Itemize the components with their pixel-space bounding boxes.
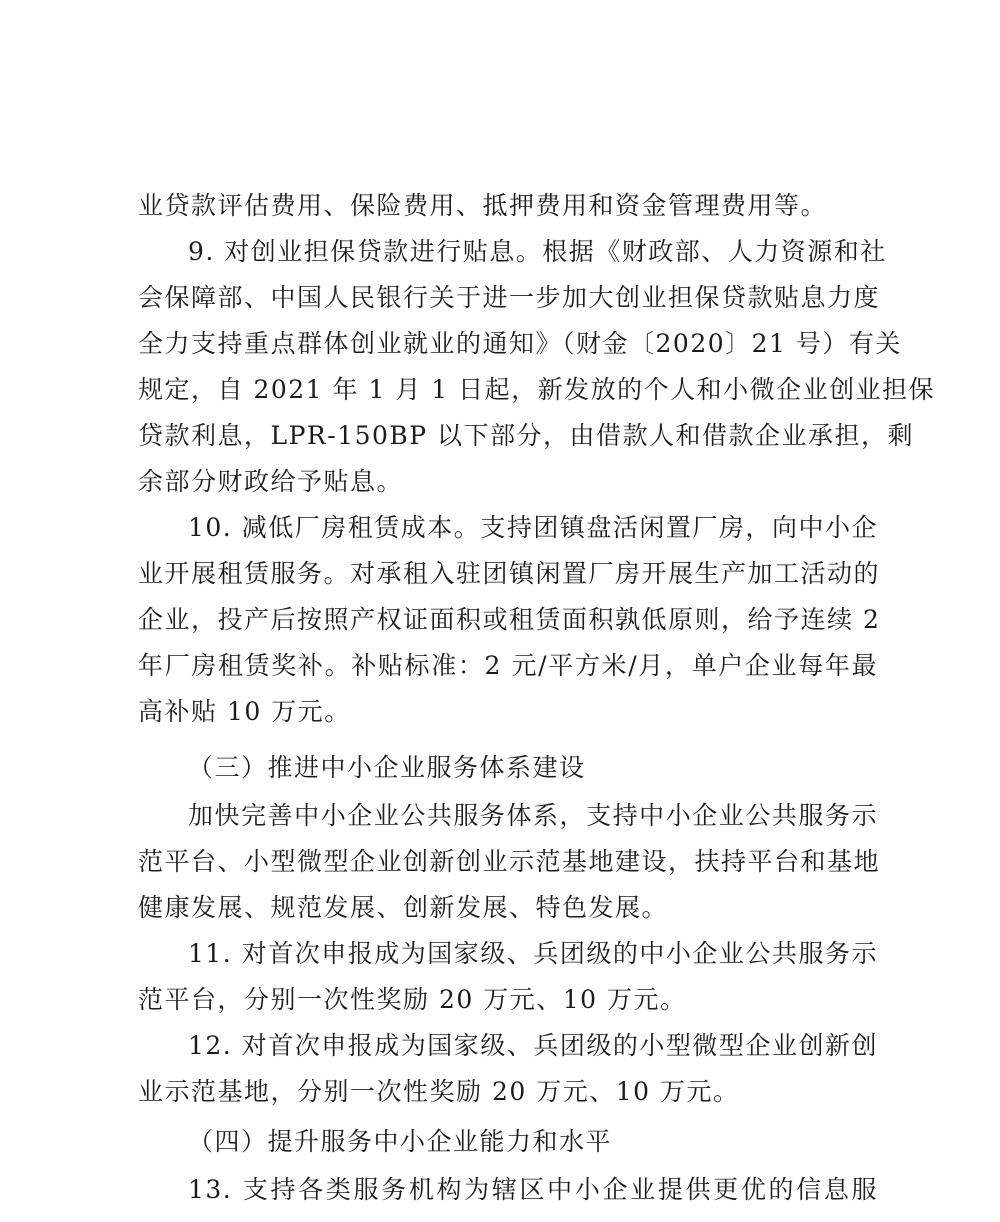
text-line: 规定，自 2021 年 1 月 1 日起，新发放的个人和小微企业创业担保 — [138, 375, 936, 404]
text-line: 会保障部、中国人民银行关于进一步加大创业担保贷款贴息力度 — [138, 283, 881, 312]
text-line: 高补贴 10 万元。 — [138, 697, 351, 726]
paragraph-11-start: 11. 对首次申报成为国家级、兵团级的中小企业公共服务示 — [188, 939, 878, 968]
text-line: 全力支持重点群体创业就业的通知》（财金〔2020〕21 号）有关 — [138, 329, 902, 358]
paragraph-13-start: 13. 支持各类服务机构为辖区中小企业提供更优的信息服 — [188, 1175, 878, 1204]
text-line: 年厂房租赁奖补。补贴标准：2 元/平方米/月，单户企业每年最 — [138, 651, 878, 680]
text-line: 健康发展、规范发展、创新发展、特色发展。 — [138, 893, 669, 922]
text-line: 业贷款评估费用、保险费用、抵押费用和资金管理费用等。 — [138, 191, 828, 220]
paragraph-section-3-start: 加快完善中小企业公共服务体系，支持中小企业公共服务示 — [188, 801, 878, 830]
text-line: 范平台，分别一次性奖励 20 万元、10 万元。 — [138, 985, 687, 1014]
paragraph-12-start: 12. 对首次申报成为国家级、兵团级的小型微型企业创新创 — [188, 1031, 878, 1060]
text-line: 范平台、小型微型企业创新创业示范基地建设，扶持平台和基地 — [138, 847, 881, 876]
section-heading-4: （四）提升服务中小企业能力和水平 — [188, 1127, 613, 1156]
paragraph-9-start: 9. 对创业担保贷款进行贴息。根据《财政部、人力资源和社 — [188, 237, 887, 266]
section-heading-3: （三）推进中小企业服务体系建设 — [188, 753, 586, 782]
paragraph-10-start: 10. 减低厂房租赁成本。支持团镇盘活闲置厂房，向中小企 — [188, 513, 878, 542]
text-line: 业开展租赁服务。对承租入驻团镇闲置厂房开展生产加工活动的 — [138, 559, 881, 588]
text-line: 业示范基地，分别一次性奖励 20 万元、10 万元。 — [138, 1077, 740, 1106]
text-line: 企业，投产后按照产权证面积或租赁面积孰低原则，给予连续 2 — [138, 605, 881, 634]
text-line: 余部分财政给予贴息。 — [138, 467, 404, 496]
text-line: 贷款利息，LPR-150BP 以下部分，由借款人和借款企业承担，剩 — [138, 421, 915, 450]
